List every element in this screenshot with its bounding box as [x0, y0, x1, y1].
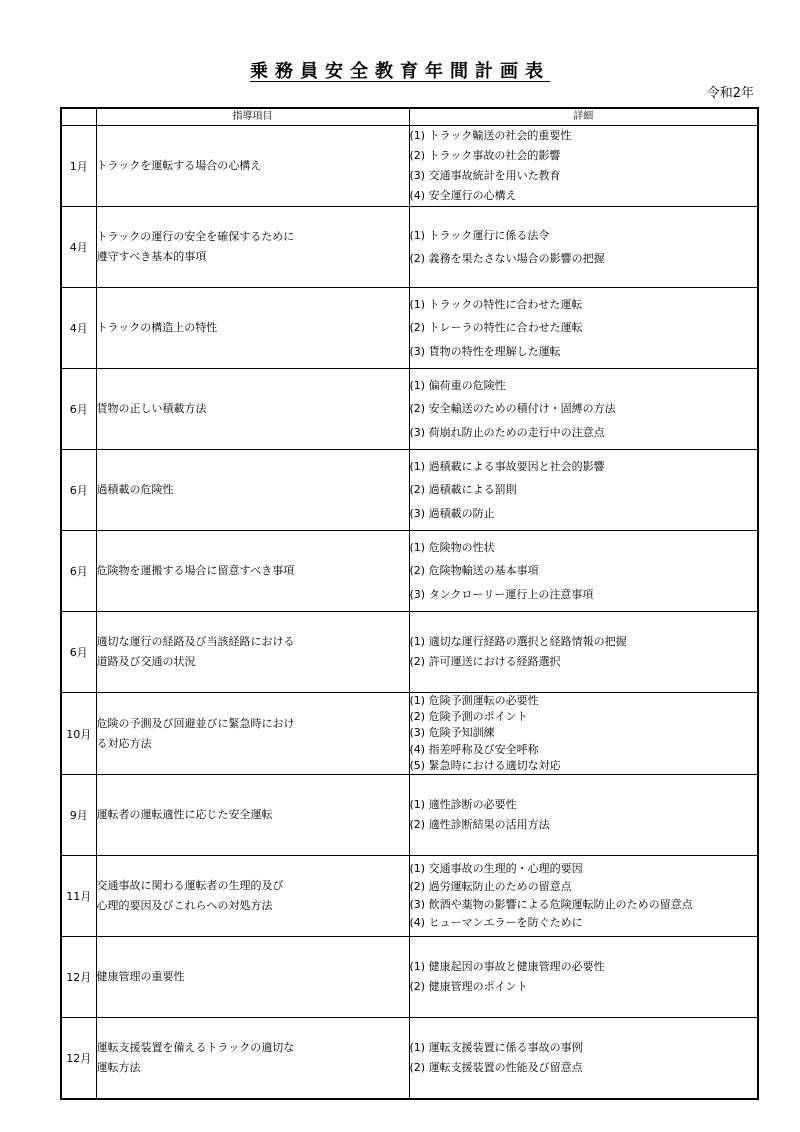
detail-item: (4) ヒューマンエラーを防ぐために	[409, 916, 583, 930]
detail-item: (2) 運転支援装置の性能及び留意点	[409, 1061, 583, 1075]
detail-item: (1) 過積載による事故要因と社会的影響	[409, 459, 605, 473]
month-cell: 4月	[61, 288, 96, 369]
topic-cell	[96, 693, 409, 775]
header-topic: 指導項目	[96, 108, 409, 126]
detail-item: (3) タンクローリー運行上の注意事項	[409, 587, 594, 601]
topic-line: 道路及び交通の状況	[96, 655, 196, 668]
topic-line: 運転者の運転適性に応じた安全運転	[96, 808, 273, 822]
month-cell: 12月	[61, 1018, 96, 1100]
topic-cell	[96, 856, 409, 937]
topic-line: 健康管理の重要性	[96, 970, 185, 984]
detail-item: (2) 過積載による罰則	[409, 483, 517, 497]
details-cell	[409, 775, 758, 856]
detail-list	[410, 374, 758, 445]
detail-item: (3) 貨物の特性を理解した運転	[409, 344, 561, 358]
detail-item: (1) 運転支援装置に係る事故の事例	[409, 1041, 583, 1055]
month-cell: 1月	[61, 126, 96, 207]
detail-item: (1) 健康起因の事故と健康管理の必要性	[409, 960, 605, 974]
detail-item: (4) 指差呼称及び安全呼称	[409, 742, 539, 756]
table-header-row	[61, 108, 758, 126]
topic-cell	[96, 288, 409, 369]
header-details: 詳細	[409, 108, 758, 126]
detail-item: (1) トラックの特性に合わせた運転	[409, 297, 583, 311]
table-row	[61, 288, 758, 369]
plan-table	[60, 107, 759, 1100]
month-cell: 12月	[61, 937, 96, 1018]
detail-item: (2) 適性診断結果の活用方法	[409, 818, 550, 832]
detail-list	[410, 224, 758, 271]
topic-line: 危険物を運搬する場合に留意すべき事項	[96, 564, 295, 577]
detail-item: (1) 交通事故の生理的・心理的要因	[409, 862, 583, 876]
month-cell: 6月	[61, 531, 96, 612]
month-cell: 6月	[61, 612, 96, 693]
month-cell: 6月	[61, 450, 96, 531]
detail-list	[410, 957, 758, 997]
detail-item: (3) 過積載の防止	[409, 506, 495, 520]
month-cell: 6月	[61, 369, 96, 450]
topic-cell	[96, 1018, 409, 1100]
topic-line: 貨物の正しい積載方法	[96, 402, 207, 415]
table-row	[61, 1018, 758, 1100]
table-row	[61, 207, 758, 288]
detail-item: (3) 交通事故統計を用いた教育	[409, 169, 561, 182]
detail-item: (1) トラック運行に係る法令	[409, 228, 550, 242]
details-cell	[409, 450, 758, 531]
detail-list	[410, 860, 758, 932]
detail-item: (2) トラック事故の社会的影響	[409, 149, 561, 162]
month-cell: 11月	[61, 856, 96, 937]
table-row	[61, 126, 758, 207]
table-row	[61, 612, 758, 693]
details-cell	[409, 937, 758, 1018]
detail-list	[410, 455, 758, 526]
detail-list	[410, 1038, 758, 1078]
topic-line: トラックの構造上の特性	[96, 321, 218, 334]
table-row	[61, 937, 758, 1018]
detail-item: (2) 過労運転防止のための留意点	[409, 880, 572, 894]
detail-list	[410, 693, 758, 774]
topic-line: 交通事故に関わる運転者の生理的及び	[96, 879, 284, 893]
detail-item: (2) 許可運送における経路選択	[409, 655, 561, 668]
page-title: 乗務員安全教育年間計画表	[250, 61, 550, 82]
details-cell	[409, 531, 758, 612]
table-row	[61, 856, 758, 937]
topic-cell	[96, 450, 409, 531]
topic-line: 遵守すべき基本的事項	[96, 250, 207, 263]
table-row	[61, 450, 758, 531]
detail-list	[410, 293, 758, 364]
detail-item: (2) 健康管理のポイント	[409, 980, 528, 994]
year-label: 令和2年	[706, 86, 754, 101]
topic-cell	[96, 126, 409, 207]
topic-cell	[96, 612, 409, 693]
topic-cell	[96, 775, 409, 856]
table-row	[61, 693, 758, 775]
table-row	[61, 369, 758, 450]
detail-item: (1) 危険物の性状	[409, 540, 495, 554]
details-cell	[409, 126, 758, 207]
topic-cell	[96, 369, 409, 450]
detail-item: (3) 荷崩れ防止のための走行中の注意点	[409, 425, 605, 439]
details-cell	[409, 288, 758, 369]
table-row	[61, 775, 758, 856]
topic-line: 運転方法	[96, 1061, 141, 1075]
topic-line: トラックを運転する場合の心構え	[96, 159, 262, 172]
detail-item: (4) 安全運行の心構え	[409, 189, 517, 202]
details-cell	[409, 369, 758, 450]
details-cell	[409, 612, 758, 693]
detail-item: (3) 危険予知訓練	[409, 726, 495, 740]
details-cell	[409, 207, 758, 288]
header-month	[61, 108, 96, 126]
detail-item: (2) 危険予測のポイント	[409, 710, 528, 724]
topic-line: 適切な運行の経路及び当該経路における	[96, 635, 295, 648]
month-cell: 10月	[61, 693, 96, 775]
detail-item: (2) 危険物輸送の基本事項	[409, 564, 539, 578]
detail-item: (1) 適切な運行経路の選択と経路情報の把握	[409, 635, 627, 648]
topic-line: る対応方法	[96, 736, 152, 750]
detail-item: (2) トレーラの特性に合わせた運転	[409, 321, 583, 335]
details-cell	[409, 856, 758, 937]
topic-line: 危険の予測及び回避並びに緊急時におけ	[96, 716, 295, 730]
topic-cell	[96, 937, 409, 1018]
month-cell: 4月	[61, 207, 96, 288]
detail-item: (1) 偏荷重の危険性	[409, 378, 506, 392]
detail-item: (3) 飲酒や薬物の影響による危険運転防止のための留意点	[409, 898, 693, 912]
detail-item: (1) 適性診断の必要性	[409, 798, 517, 812]
detail-item: (2) 安全輸送のための積付け・固縛の方法	[409, 402, 616, 416]
table-row	[61, 531, 758, 612]
topic-line: トラックの運行の安全を確保するために	[96, 230, 295, 243]
month-cell: 9月	[61, 775, 96, 856]
topic-line: 運転支援装置を備えるトラックの適切な	[96, 1041, 295, 1055]
topic-line: 過積載の危険性	[96, 483, 174, 496]
detail-item: (1) 危険予測運転の必要性	[409, 694, 539, 707]
details-cell	[409, 1018, 758, 1100]
detail-item: (5) 緊急時における適切な対応	[409, 758, 561, 772]
topic-line: 心理的要因及びこれらへの対処方法	[96, 899, 273, 913]
details-cell	[409, 693, 758, 775]
detail-list	[410, 126, 758, 206]
topic-cell	[96, 531, 409, 612]
detail-list	[410, 632, 758, 672]
detail-item: (2) 義務を果たさない場合の影響の把握	[409, 252, 605, 265]
detail-item: (1) トラック輸送の社会的重要性	[409, 129, 572, 142]
detail-list	[410, 795, 758, 835]
detail-list	[410, 536, 758, 607]
topic-cell	[96, 207, 409, 288]
